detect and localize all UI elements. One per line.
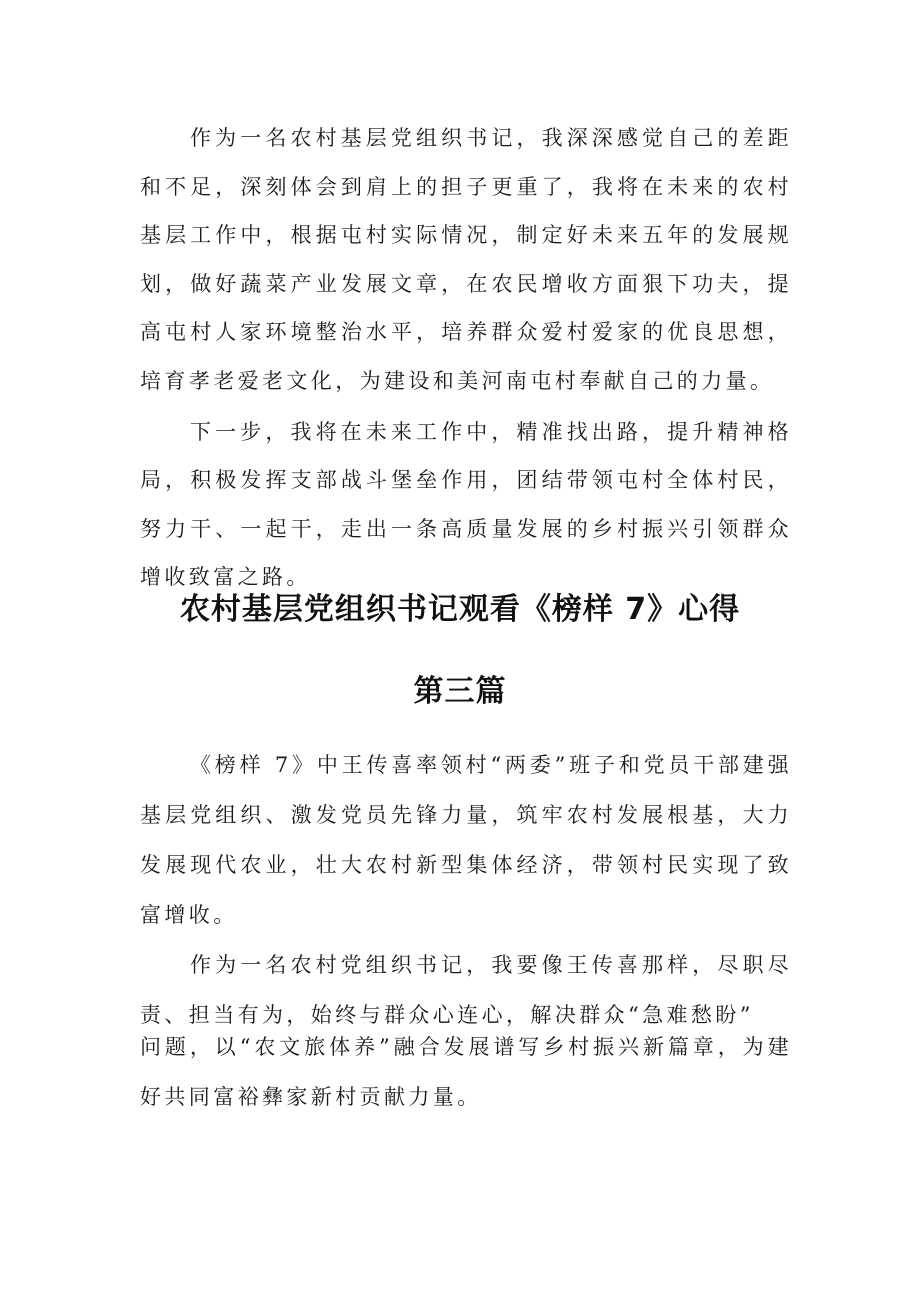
body-text-section-3 xyxy=(140,1022,792,1122)
article-title: 农村基层党组织书记观看《榜样 7》心得 xyxy=(179,592,741,627)
article-subtitle: 第三篇 xyxy=(413,674,507,709)
paragraph: 作为一名农村党组织书记，我要像王传喜那样，尽职尽责、担当有为，始终与群众心连心，解决群众“急难愁盼” xyxy=(140,953,792,1027)
paragraph: 作为一名农村基层党组织书记，我深深感觉自己的差距和不足，深刻体会到肩上的担子更重了，我将在未来的农村基层工作中，根据屯村实际情况，制定好未来五年的发展规划，做好蔬菜产业发展文章，在农民增收方面狠下功夫，提高屯村人家环境整治水平，培养群众爱村爱家的优良思想，培育孝老爱老文化，为建设和美河南屯村奉献自己的力量。 xyxy=(140,126,792,393)
paragraph: 问题，以“农文旅体养”融合发展谱写乡村振兴新篇章，为建好共同富裕彝家新村贡献力量。 xyxy=(140,1035,792,1109)
paragraph: 《榜样 7》中王传喜率领村“两委”班子和党员干部建强基层党组织、激发党员先锋力量，筑牢农村发展根基，大力发展现代农业，壮大农村新型集体经济，带领村民实现了致富增收。 xyxy=(140,753,792,927)
body-text-section-1 xyxy=(140,114,792,602)
body-text-section-2 xyxy=(140,740,792,1040)
paragraph: 下一步，我将在未来工作中，精准找出路，提升精神格局，积极发挥支部战斗堡垒作用，团结带领屯村全体村民，努力干、一起干，走出一条高质量发展的乡村振兴引领群众增收致富之路。 xyxy=(140,419,792,590)
